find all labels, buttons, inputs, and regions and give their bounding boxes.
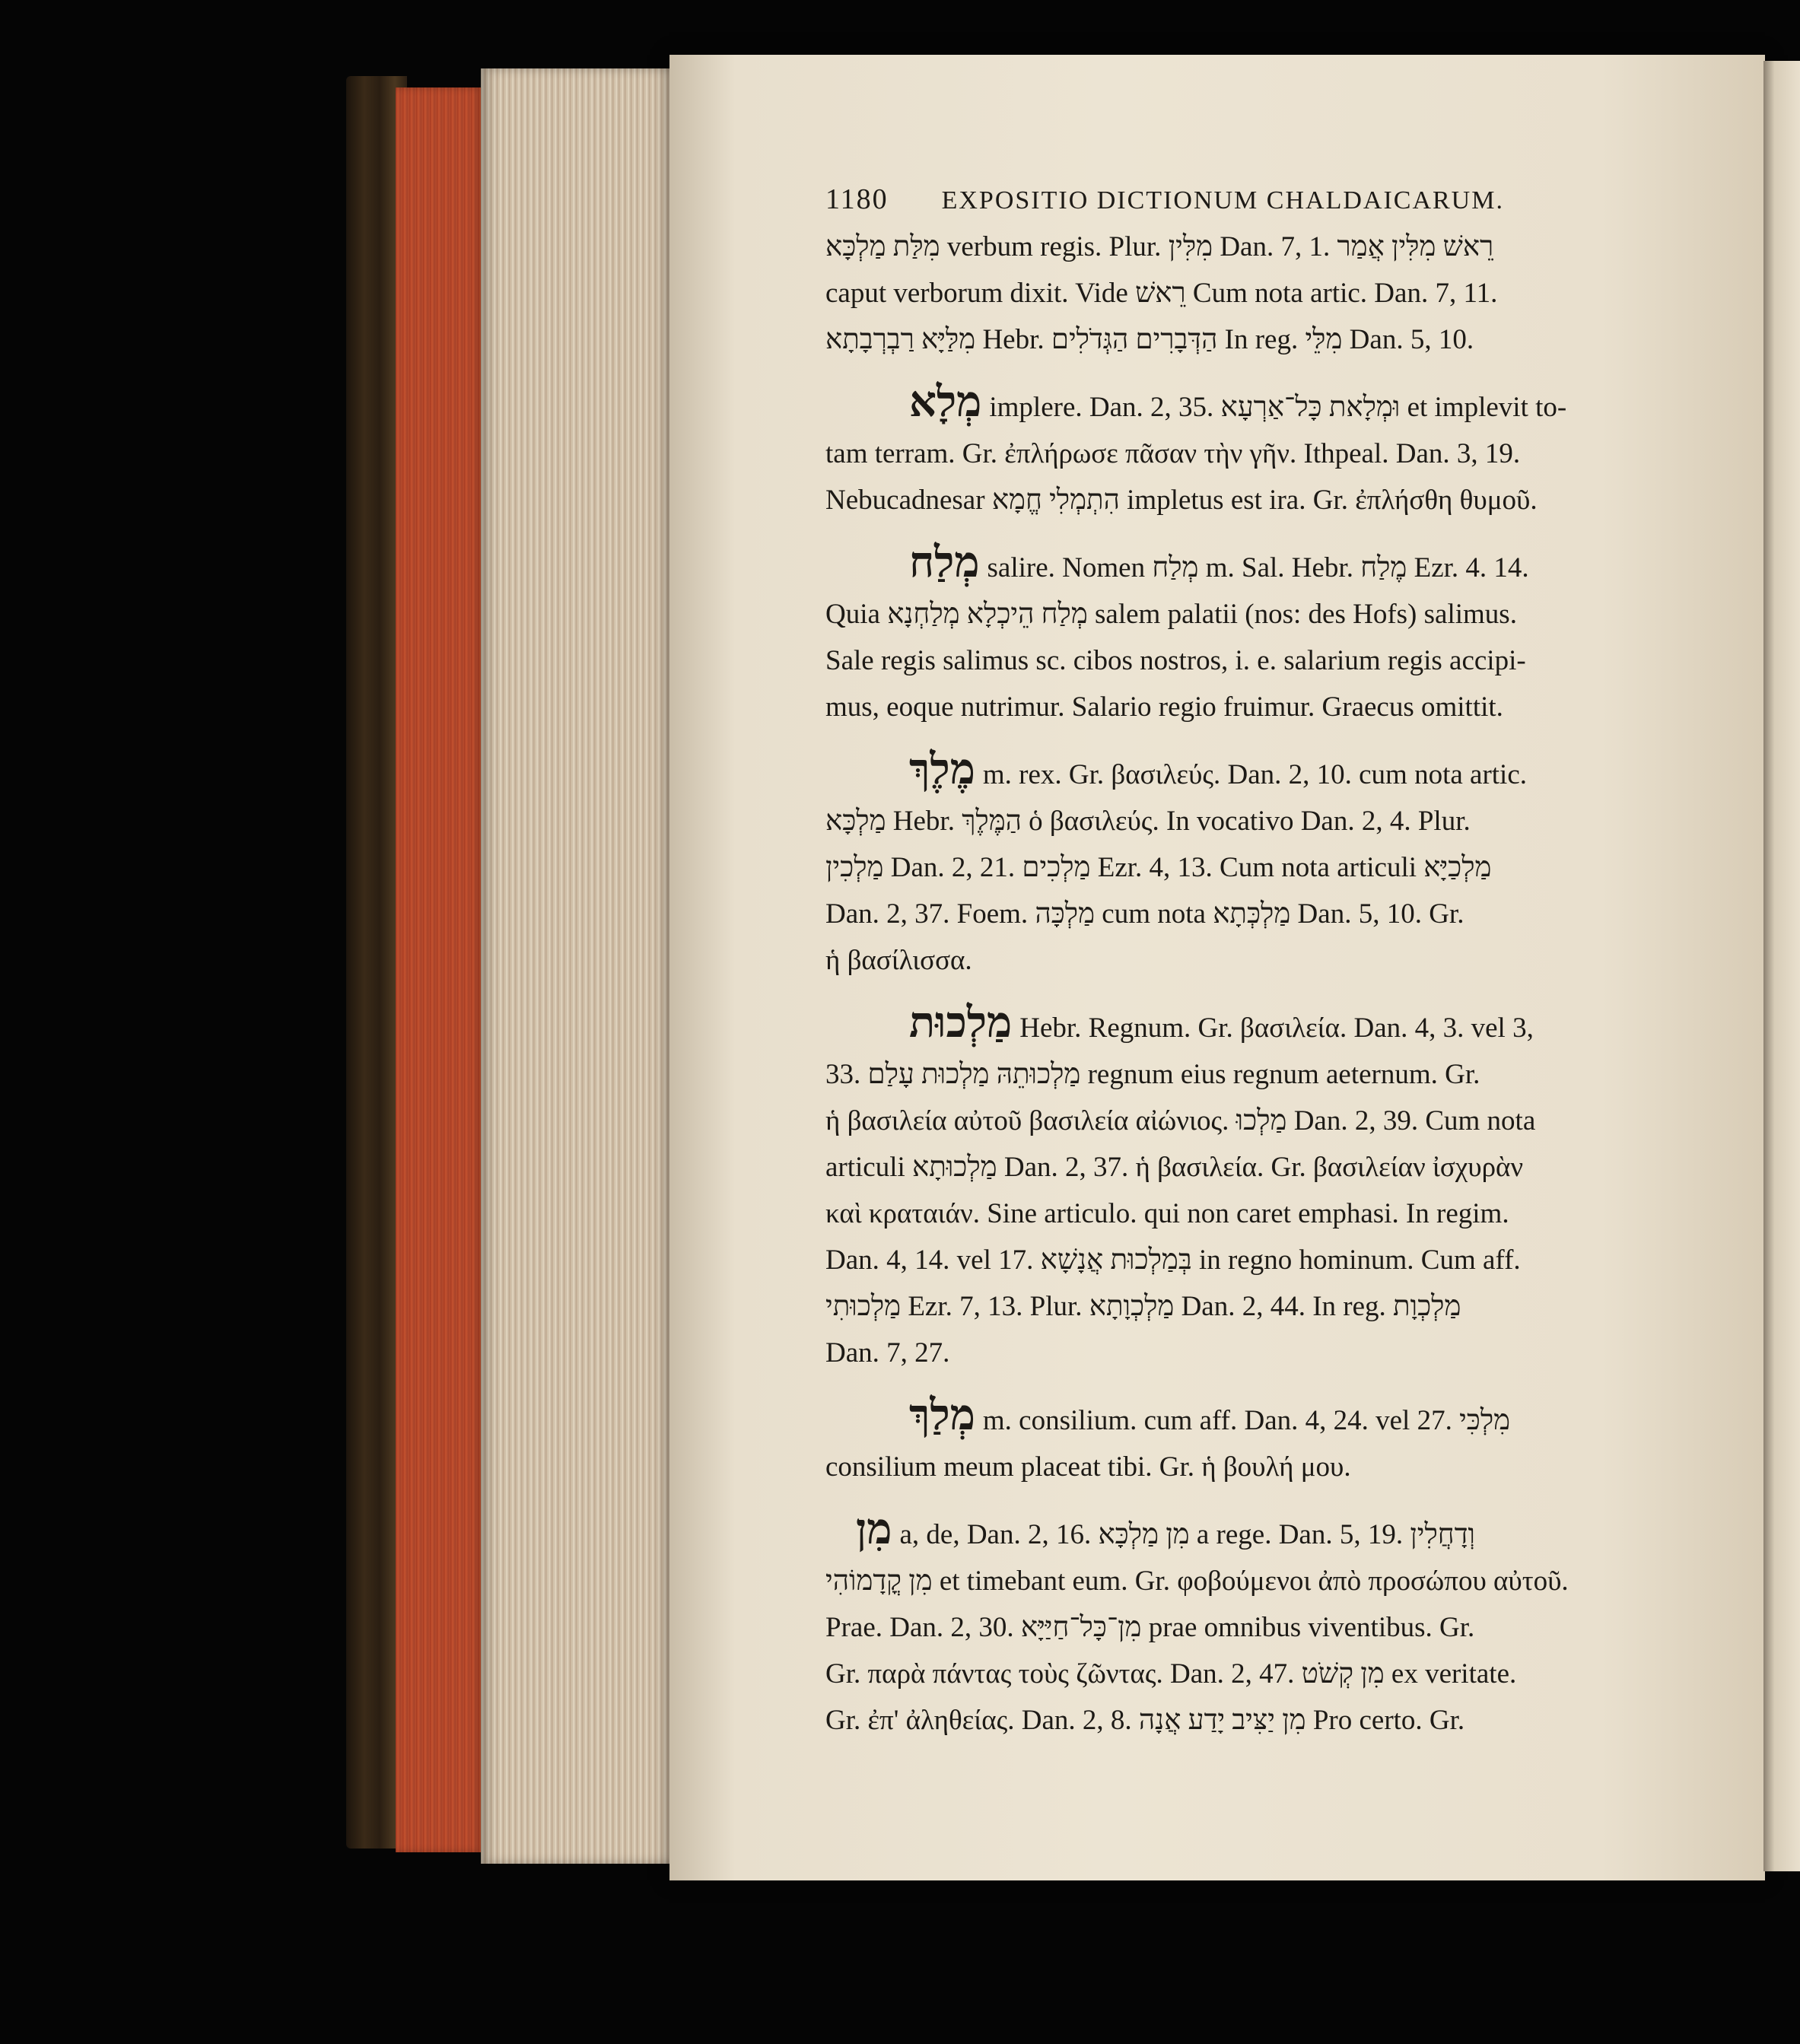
entry-line: מַלְכָּא Hebr. הַמֶּלֶךְ ὁ βασιλεύς. In vocativo Dan. 2, 4. Plur.: [825, 806, 1471, 837]
entry-line: mus, eoque nutrimur. Salario regio fruimur. Graecus omittit.: [825, 691, 1503, 723]
entry-line: tam terram. Gr. ἐπλήρωσε πᾶσαν τὴν γῆν. Ithpeal. Dan. 3, 19.: [825, 438, 1521, 469]
entry-line: consilium meum placeat tibi. Gr. ἡ βουλή μου.: [825, 1451, 1351, 1483]
running-header: [825, 183, 1670, 216]
entry-line: מַלְכִין Dan. 2, 21. מַלְכִים Ezr. 4, 13. Cum nota articuli מַלְכַיָּא: [825, 852, 1492, 883]
entry-melak: [825, 1393, 1670, 1490]
entry-mla: [825, 380, 1670, 523]
entry-line: מִן קֳדָמוֹהִי et timebant eum. Gr. φοβούμενοι ἀπὸ προσώπου αὐτοῦ.: [825, 1566, 1569, 1597]
facing-page-sliver: [1763, 61, 1800, 1871]
running-title: EXPOSITIO DICTIONUM CHALDAICARUM.: [941, 186, 1504, 215]
entry-line: salire. Nomen מְלַח m. Sal. Hebr. מֶלַח Ezr. 4. 14.: [987, 552, 1529, 583]
entry-line: Gr. ἐπ' ἀληθείας. Dan. 2, 8. מִן יַצִּיב יָדַע אֲנָה Pro certo. Gr.: [825, 1705, 1465, 1736]
entry-line: מִלַּיָּא רַבְרְבָתָא Hebr. הַדְּבָרִים הַגְּדֹלִים In reg. מִלֵּי Dan. 5, 10.: [825, 324, 1474, 355]
entry-mlach: [825, 540, 1670, 730]
entry-line: מַלְכוּתִי Ezr. 7, 13. Plur. מַלְכְוָתָא Dan. 2, 44. In reg. מַלְכְוָת: [825, 1291, 1461, 1322]
entry-line: מִלַּת מַלְכָּא verbum regis. Plur. מִלִּין Dan. 7, 1. רֵאשׁ מִלִּין אֲמַר: [825, 231, 1494, 262]
entry-headword: מְלַח: [909, 540, 980, 586]
red-page-edge: [396, 87, 483, 1852]
entry-headword: מַלְכוּת: [909, 1000, 1013, 1047]
entry-first-line: [825, 1000, 1670, 1051]
entry-malchut: [825, 1000, 1670, 1376]
entry-line: 33. מַלְכוּתֵהּ מַלְכוּת עָלַם regnum eius regnum aeternum. Gr.: [825, 1059, 1480, 1090]
entry-first-line: [825, 1393, 1670, 1444]
entry-line: Quia מְלַח הֵיכְלָא מְלַחְנָא salem palatii (nos: des Hofs) salimus.: [825, 599, 1517, 630]
entry-line: m. rex. Gr. βασιλεύς. Dan. 2, 10. cum nota artic.: [982, 759, 1528, 790]
entry-line: Nebucadnesar הִתְמְלִי חֱמָא impletus est ira. Gr. ἐπλήσθη θυμοῦ.: [825, 485, 1538, 516]
entry-line: ἡ βασίλισσα.: [825, 945, 972, 976]
entry-line: implere. Dan. 2, 35. וּמְלָאת כָּל־אַרְעָא et implevit to-: [989, 392, 1567, 423]
page-number: 1180: [825, 183, 889, 215]
entry-line: καὶ κραταιάν. Sine articulo. qui non caret emphasi. In regim.: [825, 1198, 1509, 1229]
page-text: [825, 183, 1670, 1760]
entry-headword: מְלַךְ: [909, 1393, 975, 1439]
entry-first-line: [825, 1507, 1670, 1558]
entry-headword: מְלָא: [909, 380, 982, 426]
entry-line: Dan. 4, 14. vel 17. בְּמַלְכוּת אֲנָשָׁא in regno hominum. Cum aff.: [825, 1245, 1521, 1276]
entry-min: [825, 1507, 1670, 1744]
entry-line: a, de, Dan. 2, 16. מִן מַלְכָּא a rege. Dan. 5, 19. וְדָחֲלִין: [899, 1519, 1475, 1550]
entry-line: m. consilium. cum aff. Dan. 4, 24. vel 27. מִלְכִּי: [982, 1405, 1511, 1436]
entry-line: Sale regis salimus sc. cibos nostros, i. e. salarium regis accipi-: [825, 645, 1526, 676]
entry-line: caput verborum dixit. Vide רֵאשׁ Cum nota artic. Dan. 7, 11.: [825, 278, 1498, 309]
entry-melech: [825, 747, 1670, 984]
entry-line: Prae. Dan. 2, 30. מִן־כָּל־חַיַּיָּא prae omnibus viventibus. Gr.: [825, 1612, 1475, 1643]
entry-line: Dan. 2, 37. Foem. מַלְכָּה cum nota מַלְכְּתָא Dan. 5, 10. Gr.: [825, 898, 1464, 930]
entry-first-line: [825, 380, 1670, 431]
entry-line: articuli מַלְכוּתָא Dan. 2, 37. ἡ βασιλεία. Gr. βασιλείαν ἰσχυρὰν: [825, 1152, 1524, 1183]
entry-line: Hebr. Regnum. Gr. βασιλεία. Dan. 4, 3. vel 3,: [1019, 1012, 1534, 1044]
entry-first-line: [825, 540, 1670, 591]
entry-continuation: [825, 224, 1670, 363]
entry-line: Gr. παρὰ πάντας τοὺς ζῶντας. Dan. 2, 47. מִן קְשֹׁט ex veritate.: [825, 1658, 1517, 1690]
entry-line: Dan. 7, 27.: [825, 1337, 950, 1368]
page-block-edge: [481, 68, 671, 1864]
entry-headword: מִן: [856, 1507, 892, 1553]
entry-line: ἡ βασιλεία αὐτοῦ βασιλεία αἰώνιος. מַלְכוּ Dan. 2, 39. Cum nota: [825, 1105, 1536, 1136]
entry-headword: מֶלֶךְ: [909, 747, 975, 793]
entry-first-line: [825, 747, 1670, 798]
